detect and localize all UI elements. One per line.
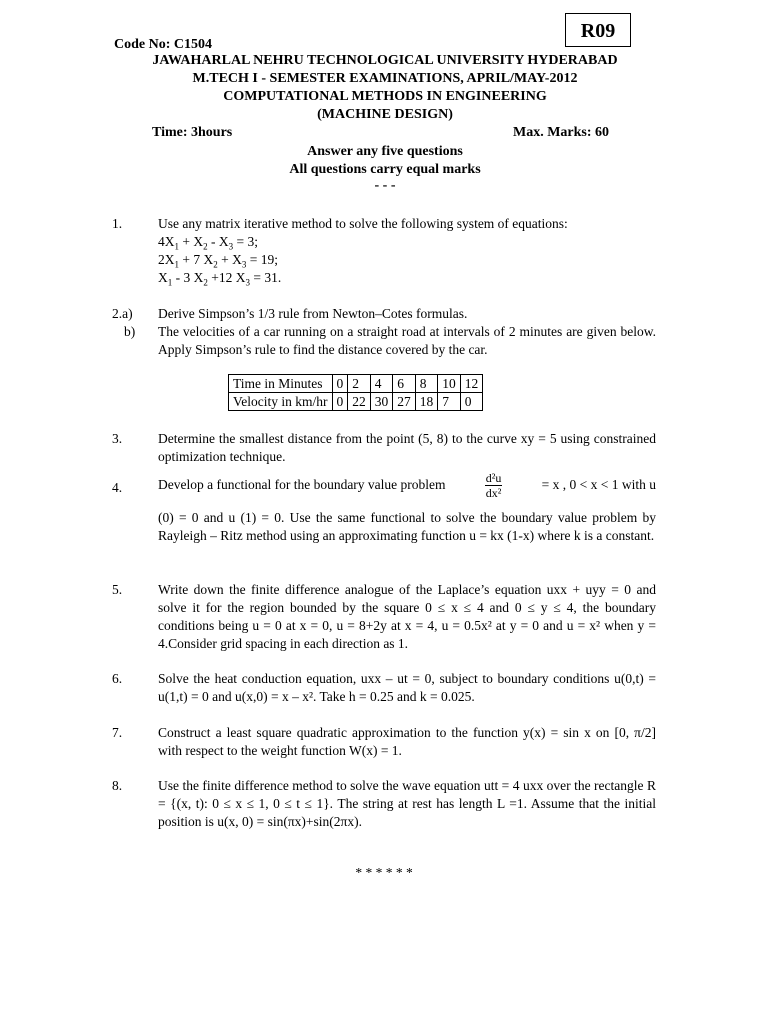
table-cell: 0 xyxy=(332,393,348,411)
equation-1: $4X_1 + X_2 - X_3 = 3$; xyxy=(158,234,258,252)
table-row xyxy=(229,393,483,411)
question-number: 4. xyxy=(112,480,123,495)
table-cell: 8 xyxy=(415,375,438,393)
table-cell: 10 xyxy=(438,375,461,393)
branch-title: (MACHINE DESIGN) xyxy=(317,107,453,122)
subject-title: COMPUTATIONAL METHODS IN ENGINEERING xyxy=(223,89,547,104)
fraction-denominator: dx² xyxy=(485,485,502,500)
question-number: 3. xyxy=(112,431,123,446)
instruction-answer: Answer any five questions xyxy=(307,144,463,159)
question-number: 6. xyxy=(112,671,123,686)
data-table xyxy=(228,374,483,411)
question-number: 5. xyxy=(112,582,123,597)
table-cell: 18 xyxy=(415,393,438,411)
table-row-label: Time in Minutes xyxy=(229,375,333,393)
question-5-text: Write down the finite difference analogue of the Laplace’s equation uxx + uyy = 0 and solve it for the region bounded by the square 0 ≤ x ≤ 4 and 0 ≤ y ≤ 4, the boundary conditions being u = 0 at x = 0, u = 8+2y at x = 4, u = 0.5x² at y = 0 and u = x² when y = 4.Consider grid spacing in each direction as 1. xyxy=(158,582,656,651)
question-8-text: Use the finite difference method to solve the wave equation utt = 4 uxx over the rectangle R = {(x, t): 0 ≤ x ≤ 1, 0 ≤ t ≤ 1}. The string at rest has length L =1. Assume that the initial position is u(x, 0) = sin(πx)+sin(2πx). xyxy=(158,778,656,829)
table-cell: 12 xyxy=(460,375,483,393)
second-derivative-fraction xyxy=(485,471,503,500)
regulation-badge: R09 xyxy=(565,13,631,47)
question-6-text: Solve the heat conduction equation, uxx – ut = 0, subject to boundary conditions u(0,t) = u(1,t) = 0 and u(x,0) = x – x². Take h = 0.25 and k = 0.025. xyxy=(158,671,656,704)
table-cell: 30 xyxy=(370,393,393,411)
table-cell: 6 xyxy=(393,375,416,393)
question-2b-text: The velocities of a car running on a straight road at intervals of 2 minutes are given below. Apply Simpson’s rule to find the distance covered by the car. xyxy=(158,324,656,357)
exam-title: M.TECH I - SEMESTER EXAMINATIONS, APRIL/MAY-2012 xyxy=(192,71,578,86)
end-of-paper-mark: * * * * * * xyxy=(355,865,413,880)
question-number: 1. xyxy=(112,216,123,231)
header-separator: - - - xyxy=(374,178,396,193)
table-cell: 22 xyxy=(348,393,371,411)
table-row-label: Velocity in km/hr xyxy=(229,393,333,411)
instruction-marks: All questions carry equal marks xyxy=(289,162,481,177)
question-7-text: Construct a least square quadratic approximation to the function y(x) = sin x on [0, π/2] with respect to the weight function W(x) = 1. xyxy=(158,725,656,758)
question-4-line xyxy=(158,465,656,505)
university-name: JAWAHARLAL NEHRU TECHNOLOGICAL UNIVERSITY HYDERABAD xyxy=(152,53,618,68)
table-cell: 4 xyxy=(370,375,393,393)
question-number: 8. xyxy=(112,778,123,793)
question-2a-text: Derive Simpson’s 1/3 rule from Newton–Cotes formulas. xyxy=(158,306,468,321)
table-row xyxy=(229,375,483,393)
table-cell: 0 xyxy=(460,393,483,411)
question-4-text-b: = x , 0 < x < 1 with u xyxy=(541,477,656,492)
question-number: 7. xyxy=(112,725,123,740)
table-cell: 7 xyxy=(438,393,461,411)
table-cell: 27 xyxy=(393,393,416,411)
table-cell: 0 xyxy=(332,375,348,393)
equation-3: $X_1 - 3$ $X_2 +12$ $X_3 = 31$. xyxy=(158,270,282,288)
question-number: 2.a) xyxy=(112,306,133,321)
fraction-numerator: d²u xyxy=(485,470,502,485)
table-cell: 2 xyxy=(348,375,371,393)
max-marks: Max. Marks: 60 xyxy=(513,125,610,140)
paper-code: Code No: C1504 xyxy=(114,37,212,52)
question-number: b) xyxy=(124,324,136,339)
question-1-text: Use any matrix iterative method to solve the following system of equations: xyxy=(158,216,568,231)
equation-2: $2X_1 + 7$ $X_2 + X_3 = 19$; xyxy=(158,252,278,270)
question-3-text: Determine the smallest distance from the point (5, 8) to the curve xy = 5 using constrained optimization technique. xyxy=(158,431,656,464)
question-4-text-c: (0) = 0 and u (1) = 0. Use the same functional to solve the boundary value problem by Rayleigh – Ritz method using an approximating function u = kx (1-x) where k is a constant. xyxy=(158,510,656,543)
question-4-text-a: Develop a functional for the boundary value problem xyxy=(158,477,446,492)
exam-time: Time: 3hours xyxy=(152,125,233,140)
